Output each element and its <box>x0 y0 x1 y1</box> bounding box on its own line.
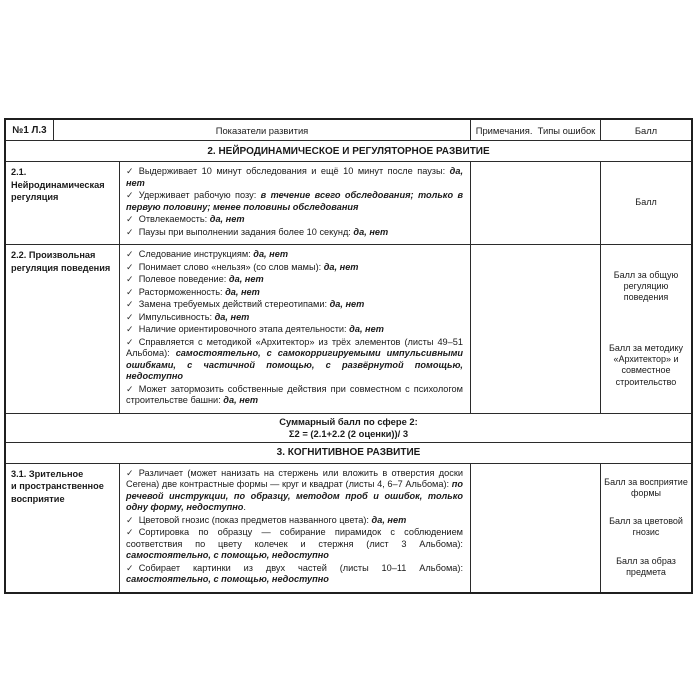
checklist-item <box>126 563 463 586</box>
row-label-line: и пространственное <box>11 481 104 491</box>
answer-options: по речевой инструкции, по образцу, методом проб и ошибок, только одну форму, недоступно <box>126 479 463 512</box>
check-icon: ✓ <box>126 514 134 525</box>
check-icon: ✓ <box>126 562 134 573</box>
checklist-item <box>126 337 463 383</box>
answer-options: да, нет <box>371 514 407 525</box>
answer-options: да, нет <box>349 324 384 334</box>
summary-line: Σ2 = (2.1+2.2 (2 оценки))/ 3 <box>288 427 409 439</box>
answer-options: да, нет <box>228 274 264 284</box>
row-label-line: 3.1. Зрительное <box>11 468 84 479</box>
answer-options: в течение всего обследования; только в первую половину; менее половины обследования <box>126 190 463 212</box>
section-header-row <box>6 141 691 162</box>
item-text: Паузы при выполнении задания более 10 секунд: <box>138 226 354 237</box>
summary-lines <box>279 414 418 442</box>
check-icon: ✓ <box>126 336 134 347</box>
answer-options: да, нет <box>353 226 389 237</box>
answer-options: самостоятельно, с помощью, недоступно <box>126 574 329 584</box>
row-label-line: 2.2. Произвольная <box>11 250 96 260</box>
row-label <box>6 245 120 413</box>
answer-options: самостоятельно, с помощью, недоступно <box>126 550 329 560</box>
item-text: Замена требуемых действий стереотипами: <box>138 299 330 309</box>
header-score-cell: Балл <box>634 124 658 136</box>
item-text: Понимает слово «нельзя» (со слов мамы): <box>138 261 324 272</box>
check-icon: ✓ <box>126 527 134 537</box>
item-text: Импульсивность: <box>138 311 215 322</box>
item-text: Различает (может нанизать на стержень или вложить в отверстия доски Сегена) две контрастные формы — круг и квадрат (листы 4, 6–7 Альбома): <box>126 467 463 489</box>
score-label: Балл за общую регуляцию поведения <box>613 269 679 303</box>
checklist-item <box>126 384 463 407</box>
checklist-item <box>126 214 463 226</box>
checklist-item <box>126 227 463 239</box>
summary-row <box>6 414 691 443</box>
section-header-row <box>6 443 691 464</box>
header-indicators-cell: Показатели развития <box>54 120 471 140</box>
score-cell <box>601 464 691 592</box>
checklist <box>120 162 471 244</box>
score-label: Балл <box>635 197 657 208</box>
table-body <box>6 141 691 592</box>
answer-options: да, нет <box>223 395 259 405</box>
score-label: Балл за образ предмета <box>616 555 676 577</box>
notes-cell <box>471 464 601 592</box>
row-label <box>6 162 120 244</box>
item-text: . <box>243 502 246 512</box>
answer-options: самостоятельно, с самокорригируемыми импульсивными ошибками, с частичной помощью, с развёрнутой помощью, недоступно <box>126 348 463 381</box>
assessment-row <box>6 245 691 414</box>
assessment-row <box>6 464 691 592</box>
check-icon: ✓ <box>126 261 134 272</box>
checklist-item <box>126 515 463 527</box>
answer-options: да, нет <box>209 214 245 224</box>
answer-options: да, нет <box>253 249 288 259</box>
header-code-cell: №1 Л.3 <box>6 120 54 140</box>
item-text: Следование инструкциям: <box>138 249 254 259</box>
checklist-item <box>126 262 463 274</box>
score-label: Балл за восприятие формы <box>604 476 688 499</box>
row-label-line: регуляция <box>11 192 59 202</box>
item-text: Отвлекаемость: <box>138 214 210 224</box>
item-text: Справляется с методикой «Архитектор» из трёх элементов (листы 49–51 Альбома): <box>126 336 463 358</box>
item-text: Полевое поведение: <box>138 274 229 284</box>
table-header-row <box>6 120 691 141</box>
check-icon: ✓ <box>126 286 134 297</box>
notes-cell <box>471 245 601 413</box>
check-icon: ✓ <box>126 299 134 309</box>
row-label <box>6 464 120 592</box>
row-label-line: 2.1. Нейродинамическая <box>11 167 105 190</box>
check-icon: ✓ <box>126 324 134 334</box>
item-text: Наличие ориентировочного этапа деятельности: <box>138 324 350 334</box>
item-text: Расторможенность: <box>138 286 226 297</box>
score-label: Балл за цветовой гнозис <box>609 516 683 538</box>
checklist-item <box>126 274 463 286</box>
summary-line: Суммарный балл по сфере 2: <box>279 415 418 427</box>
answer-options: да, нет <box>323 261 359 272</box>
check-icon: ✓ <box>126 226 134 237</box>
answer-options: да, нет <box>126 166 463 188</box>
checklist <box>120 464 471 592</box>
checklist <box>120 245 471 413</box>
answer-options: да, нет <box>225 286 260 297</box>
checklist-item <box>126 299 463 311</box>
checklist-item <box>126 166 463 189</box>
checklist-item <box>126 312 463 324</box>
notes-cell <box>471 162 601 244</box>
section-title: 2. НЕЙРОДИНАМИЧЕСКОЕ И РЕГУЛЯТОРНОЕ РАЗВИТИЕ <box>207 145 490 157</box>
checklist-item <box>126 324 463 336</box>
score-cell <box>601 245 691 413</box>
check-icon: ✓ <box>126 214 134 224</box>
item-text: Собирает картинки из двух частей (листы 10–11 Альбома): <box>138 562 463 573</box>
row-label-line: регуляция поведения <box>11 262 111 273</box>
checklist-item <box>126 527 463 562</box>
check-icon: ✓ <box>126 311 134 322</box>
header-notes-cell: Примечания. Типы ошибок <box>471 120 601 140</box>
item-text: Может затормозить собственные действия при совместном с психологом строительстве башни: <box>126 383 463 405</box>
answer-options: да, нет <box>329 299 365 309</box>
assessment-table <box>4 118 693 594</box>
section-title: 3. КОГНИТИВНОЕ РАЗВИТИЕ <box>276 447 421 458</box>
check-icon: ✓ <box>126 274 134 284</box>
check-icon: ✓ <box>126 383 134 394</box>
checklist-item <box>126 190 463 213</box>
assessment-row <box>6 162 691 245</box>
checklist-item <box>126 249 463 261</box>
check-icon: ✓ <box>126 190 134 200</box>
check-icon: ✓ <box>126 467 134 478</box>
item-text: Сортировка по образцу — собирание пирамидок с соблюдением соответствия по цвету колечек и стержня (лист 3 Альбома): <box>126 527 463 549</box>
score-cell <box>601 162 691 244</box>
checklist-item <box>126 287 463 299</box>
row-label-line: восприятие <box>11 493 65 504</box>
answer-options: да, нет <box>214 311 250 322</box>
check-icon: ✓ <box>126 249 134 259</box>
item-text: Выдерживает 10 минут обследования и ещё 10 минут после паузы: <box>138 166 450 176</box>
checklist-item <box>126 468 463 514</box>
score-label: Балл за методику «Архитектор» и совместное строительство <box>608 342 684 387</box>
check-icon: ✓ <box>126 166 134 176</box>
item-text: Цветовой гнозис (показ предметов названного цвета): <box>138 514 372 525</box>
item-text: Удерживает рабочую позу: <box>138 190 261 200</box>
